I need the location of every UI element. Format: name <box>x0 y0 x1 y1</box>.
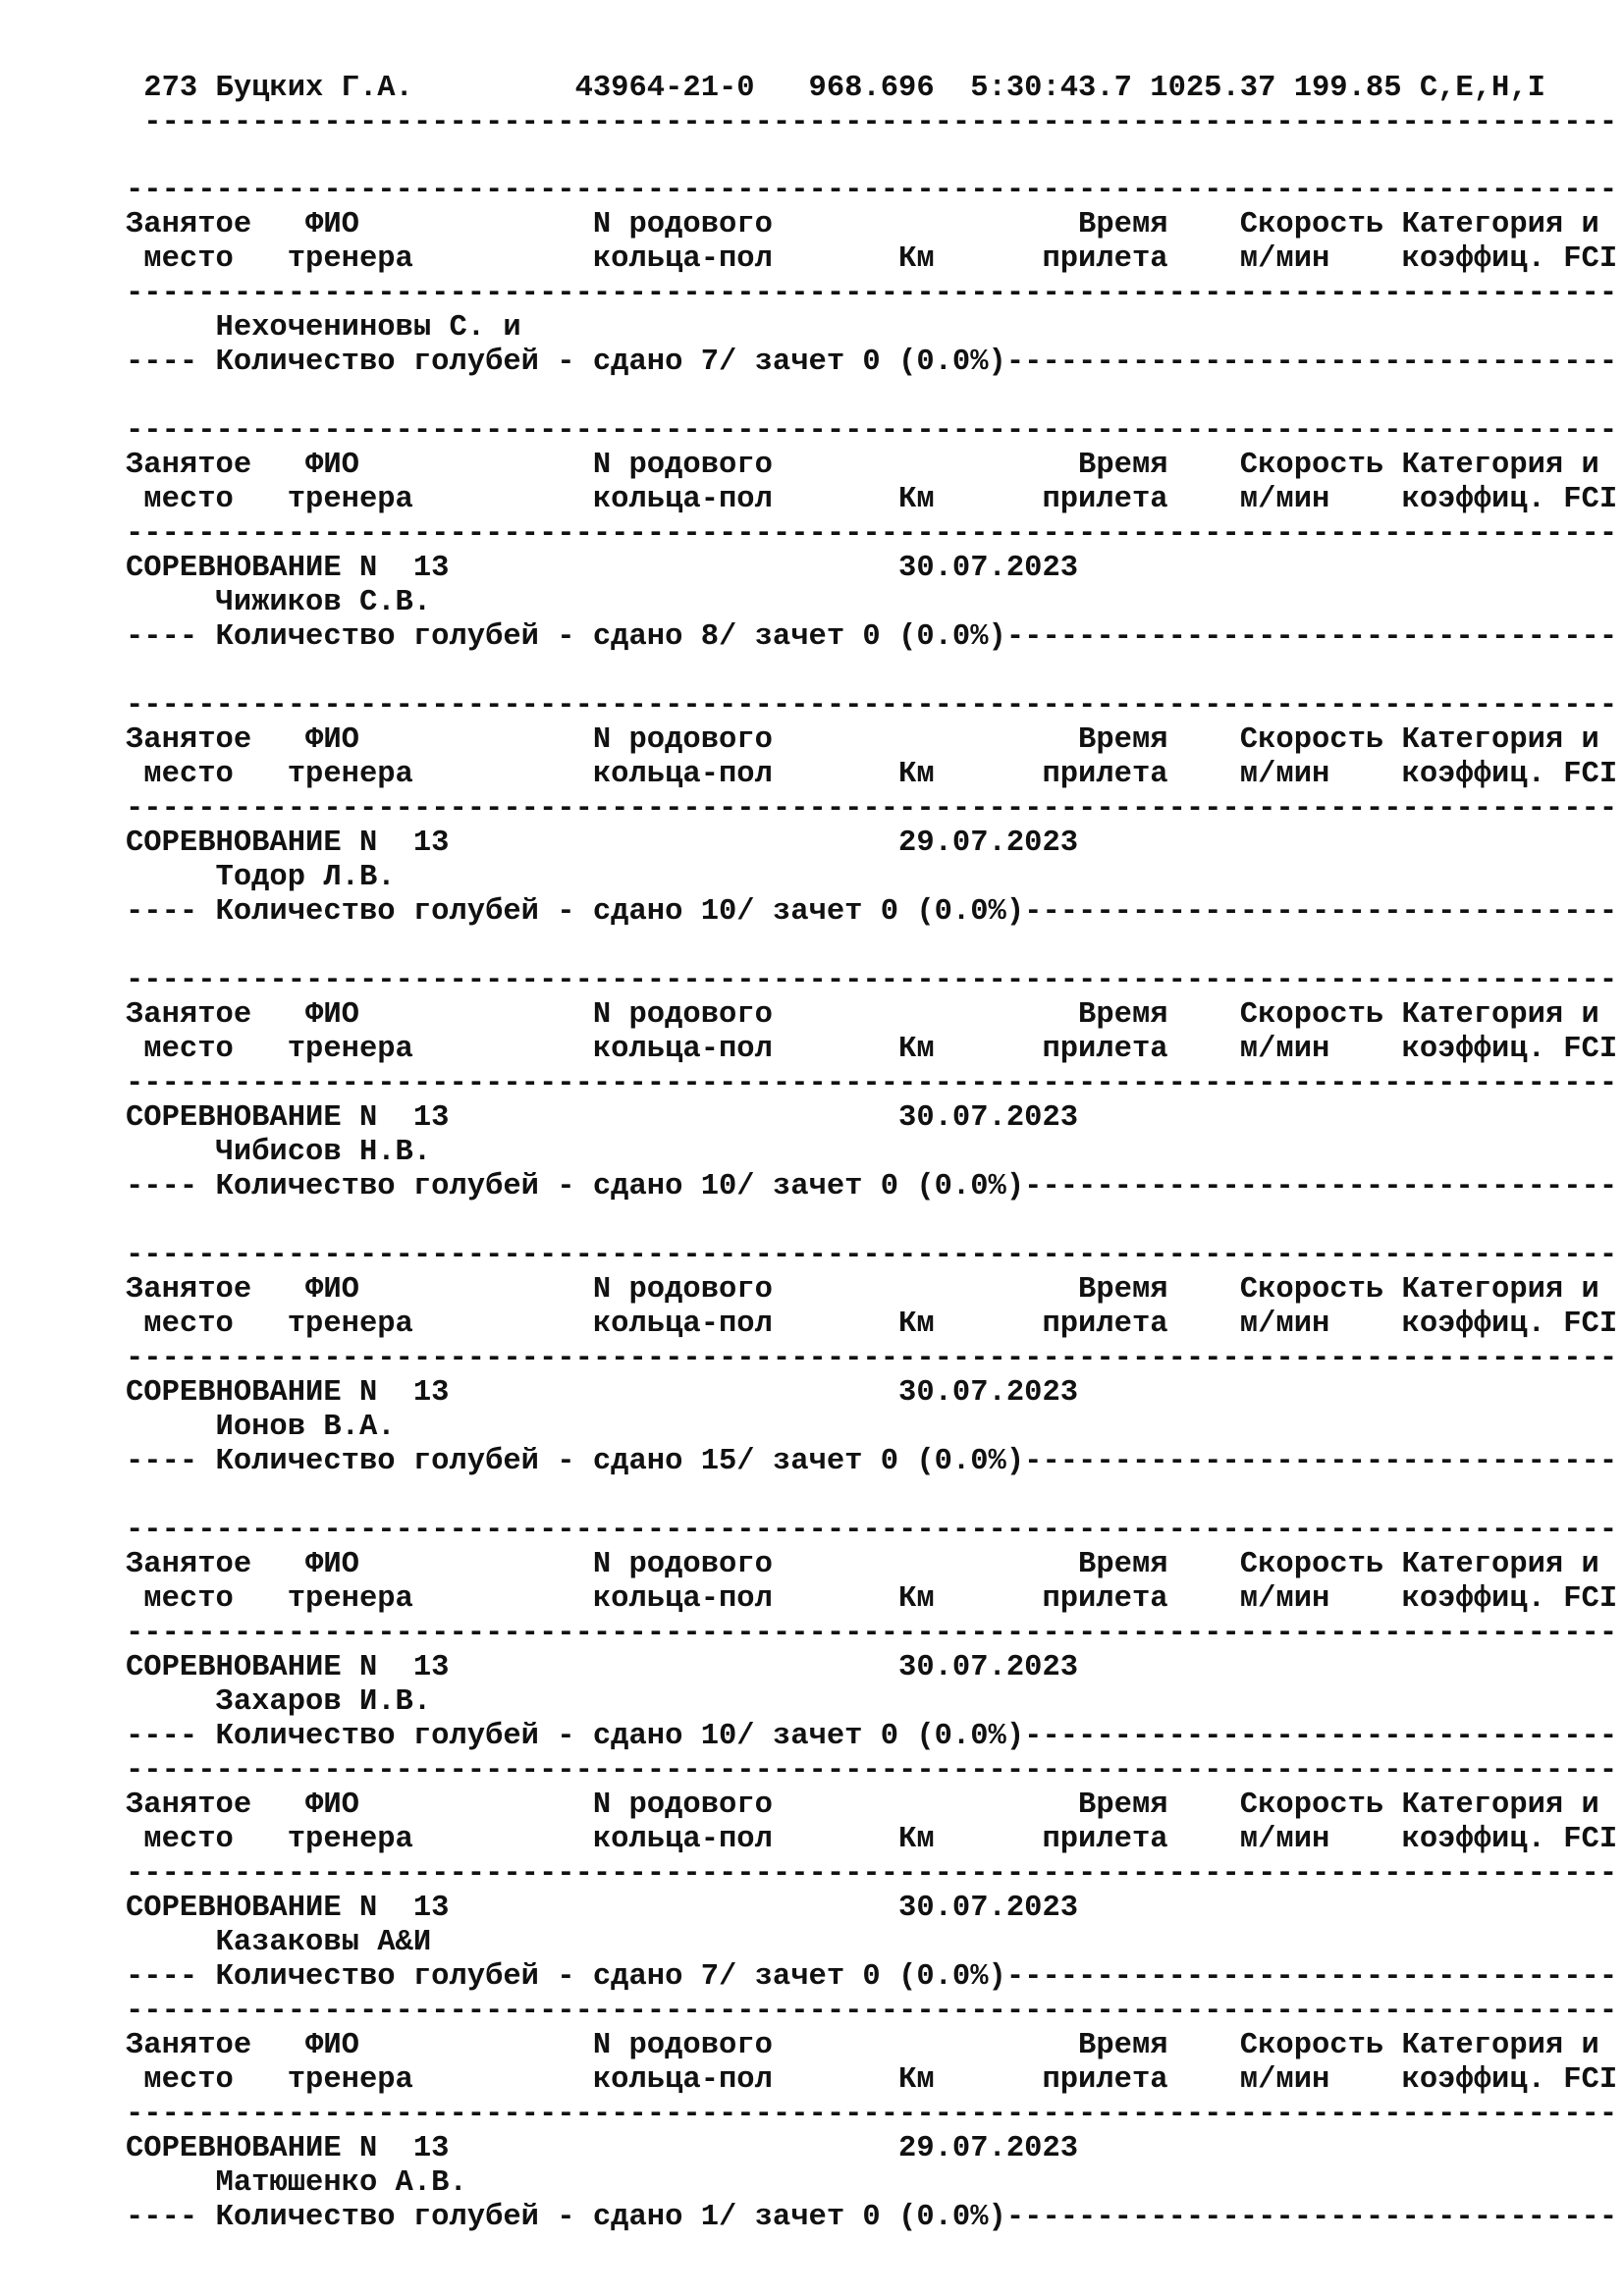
pigeon-count-line: ---- Количество голубей - сдано 8/ зачет 0 (0.0%)---------------------------------- <box>126 620 1618 654</box>
trainer-name: Ионов В.А. <box>126 1411 396 1444</box>
trainer-name: Матюшенко А.В. <box>126 2166 467 2200</box>
header-rule: ----------------------------------------------------------------------------------- <box>126 277 1618 310</box>
header-rule: ----------------------------------------------------------------------------------- <box>126 964 1618 997</box>
competition-line: СОРЕВНОВАНИЕ N 13 30.07.2023 <box>126 1892 1079 1925</box>
competition-line: СОРЕВНОВАНИЕ N 13 29.07.2023 <box>126 827 1079 860</box>
pigeon-count-line: ---- Количество голубей - сдано 10/ зачет 0 (0.0%)--------------------------------- <box>126 895 1618 929</box>
header-line-1: Занятое ФИО N родового Время Скорость Категория и <box>126 1273 1599 1307</box>
header-line-2: место тренера кольца-пол Км прилета м/мин коэффиц. FCI <box>126 2063 1618 2097</box>
header-rule: ----------------------------------------------------------------------------------- <box>126 1754 1618 1788</box>
header-line-1: Занятое ФИО N родового Время Скорость Категория и <box>126 449 1599 482</box>
competition-line: СОРЕВНОВАНИЕ N 13 29.07.2023 <box>126 2132 1079 2165</box>
header-rule: ----------------------------------------------------------------------------------- <box>126 1995 1618 2028</box>
pigeon-count-line: ---- Количество голубей - сдано 10/ зачет 0 (0.0%)--------------------------------- <box>126 1170 1618 1203</box>
header-rule: ----------------------------------------------------------------------------------- <box>126 1342 1618 1375</box>
trainer-name: Захаров И.В. <box>126 1685 432 1719</box>
header-rule: ----------------------------------------------------------------------------------- <box>126 792 1618 826</box>
header-rule: ----------------------------------------------------------------------------------- <box>126 1857 1618 1891</box>
header-rule: ----------------------------------------------------------------------------------- <box>126 1239 1618 1272</box>
header-rule: ----------------------------------------------------------------------------------- <box>126 2098 1618 2131</box>
header-rule: ----------------------------------------------------------------------------------- <box>126 1514 1618 1547</box>
header-line-1: Занятое ФИО N родового Время Скорость Категория и <box>126 208 1599 241</box>
pigeon-count-line: ---- Количество голубей - сдано 7/ зачет 0 (0.0%)---------------------------------- <box>126 346 1618 379</box>
pigeon-count-line: ---- Количество голубей - сдано 7/ зачет 0 (0.0%)---------------------------------- <box>126 1960 1618 1994</box>
competition-line: СОРЕВНОВАНИЕ N 13 30.07.2023 <box>126 1651 1079 1684</box>
trainer-name: Тодор Л.В. <box>126 861 396 894</box>
header-line-1: Занятое ФИО N родового Время Скорость Категория и <box>126 2029 1599 2062</box>
header-line-2: место тренера кольца-пол Км прилета м/мин коэффиц. FCI <box>126 1308 1618 1341</box>
header-line-2: место тренера кольца-пол Км прилета м/мин коэффиц. FCI <box>126 483 1618 516</box>
header-rule: ----------------------------------------------------------------------------------- <box>126 689 1618 722</box>
results-printout <box>126 71 1618 2269</box>
header-line-1: Занятое ФИО N родового Время Скорость Категория и <box>126 723 1599 757</box>
header-rule: ----------------------------------------------------------------------------------- <box>126 414 1618 448</box>
header-line-1: Занятое ФИО N родового Время Скорость Категория и <box>126 1789 1599 1822</box>
trainer-name: Чижиков С.В. <box>126 586 432 619</box>
header-rule: ----------------------------------------------------------------------------------- <box>126 1067 1618 1100</box>
competition-line: СОРЕВНОВАНИЕ N 13 30.07.2023 <box>126 1376 1079 1410</box>
header-line-2: место тренера кольца-пол Км прилета м/мин коэффиц. FCI <box>126 1823 1618 1856</box>
header-line-1: Занятое ФИО N родового Время Скорость Категория и <box>126 1548 1599 1581</box>
pigeon-count-line: ---- Количество голубей - сдано 15/ зачет 0 (0.0%)--------------------------------- <box>126 1445 1618 1478</box>
trainer-name: Нехочениновы С. и <box>126 311 521 345</box>
header-line-2: место тренера кольца-пол Км прилета м/мин коэффиц. FCI <box>126 1582 1618 1616</box>
competition-line: СОРЕВНОВАНИЕ N 13 30.07.2023 <box>126 1101 1079 1135</box>
pigeon-count-line: ---- Количество голубей - сдано 1/ зачет 0 (0.0%)---------------------------------- <box>126 2201 1618 2234</box>
header-line-1: Занятое ФИО N родового Время Скорость Категория и <box>126 998 1599 1032</box>
trainer-name: Казаковы А&И <box>126 1926 432 1959</box>
top-result-entry: 273 Буцких Г.А. 43964-21-0 968.696 5:30:43.7 1025.37 199.85 C,E,H,I <box>126 72 1545 105</box>
header-rule: ----------------------------------------------------------------------------------- <box>126 1617 1618 1650</box>
header-line-2: место тренера кольца-пол Км прилета м/мин коэффиц. FCI <box>126 1033 1618 1066</box>
pigeon-count-line: ---- Количество голубей - сдано 10/ зачет 0 (0.0%)--------------------------------- <box>126 1720 1618 1753</box>
header-line-2: место тренера кольца-пол Км прилета м/мин коэффиц. FCI <box>126 758 1618 791</box>
competition-line: СОРЕВНОВАНИЕ N 13 30.07.2023 <box>126 552 1079 585</box>
header-rule: ----------------------------------------------------------------------------------- <box>126 174 1618 207</box>
top-rule: ---------------------------------------------------------------------------------- <box>126 106 1618 139</box>
header-rule: ----------------------------------------------------------------------------------- <box>126 517 1618 551</box>
header-line-2: место тренера кольца-пол Км прилета м/мин коэффиц. FCI <box>126 242 1618 276</box>
trainer-name: Чибисов Н.В. <box>126 1136 432 1169</box>
